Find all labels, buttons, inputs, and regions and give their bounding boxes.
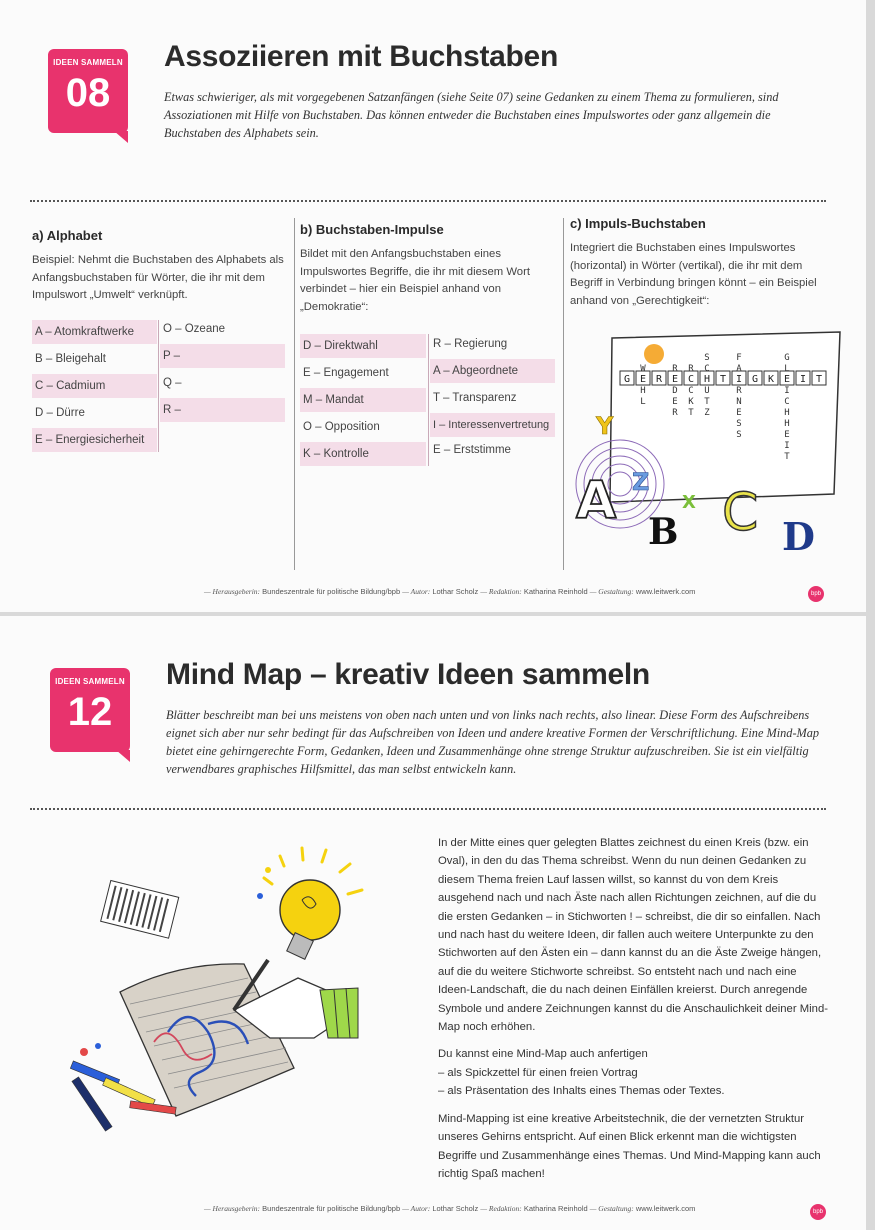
paragraph: Mind-Mapping ist eine kreative Arbeitstechnik, die der vernetzten Struktur unseres Gehirns entspricht. Auf einen Blick erkennt man die wichtigsten Begriffe und Zusammenhänge eines Themas. Und Mind-Mapping kann auch richtig Spaß machen! bbox=[438, 1112, 821, 1180]
list-item: R – Regierung bbox=[433, 338, 508, 350]
list-item: T – Transparenz bbox=[433, 392, 517, 404]
col-c-heading: c) Impuls-Buchstaben bbox=[570, 216, 706, 231]
list-item: R – bbox=[160, 398, 285, 422]
crossword-letter: D bbox=[672, 386, 678, 396]
badge-number: 12 bbox=[67, 690, 113, 734]
crossword-letter: H bbox=[784, 419, 790, 429]
footer-editor: Katharina Reinhold bbox=[523, 587, 588, 596]
badge-label: IDEEN SAMMELN bbox=[53, 58, 123, 67]
crossword-letter: H bbox=[703, 374, 711, 385]
column-rule bbox=[294, 218, 295, 570]
crossword-letter: I bbox=[799, 374, 807, 385]
lined-paper-icon bbox=[120, 964, 294, 1116]
crossword-letter: U bbox=[704, 386, 710, 396]
worksheet-08 bbox=[0, 0, 866, 612]
crossword-letter: E bbox=[784, 430, 790, 440]
list-item: E – Erststimme bbox=[433, 444, 511, 456]
page-title: Assoziieren mit Buchstaben bbox=[164, 40, 558, 73]
list-item: Q – bbox=[163, 377, 182, 389]
page-title: Mind Map – kreativ Ideen sammeln bbox=[166, 658, 650, 691]
footer bbox=[204, 587, 695, 596]
list-item: P – bbox=[160, 344, 285, 368]
footer-design: www.leitwerk.com bbox=[635, 1204, 696, 1213]
crossword-letter: C bbox=[687, 374, 695, 385]
crossword-letter: E bbox=[783, 374, 791, 385]
crossword-letter: E bbox=[672, 397, 678, 407]
footer-author: Lothar Scholz bbox=[432, 1204, 479, 1213]
crossword-letter: R bbox=[672, 408, 678, 418]
crossword-letter: C bbox=[784, 397, 790, 407]
crossword-letter: K bbox=[767, 374, 775, 385]
footer-publisher: Bundeszentrale für politische Bildung/bpb bbox=[262, 587, 401, 596]
list-item: – als Spickzettel für einen freien Vortrag bbox=[438, 1066, 638, 1079]
footer-label: — Gestaltung: bbox=[589, 587, 634, 596]
list-item: I – Interessenvertretung bbox=[430, 413, 555, 437]
crossword-letter: C bbox=[688, 386, 694, 396]
crossword-letter: Z bbox=[704, 408, 710, 418]
mind-map-illustration bbox=[58, 842, 388, 1142]
crossword-letter: L bbox=[640, 397, 646, 407]
footer-label: — Autor: bbox=[402, 587, 431, 596]
crossword-letter: T bbox=[784, 452, 790, 462]
crossword-letter: I bbox=[735, 374, 743, 385]
col-b-text: Bildet mit den Anfangsbuchstaben eines Impulswortes Begriffe, die ihr mit diesem Wort verbindet – hier ein Beispiel anhand von „Demokratie“: bbox=[300, 248, 530, 313]
drawing-letter: B bbox=[648, 511, 679, 553]
crossword-letter: T bbox=[815, 374, 823, 385]
bpb-logo-icon: bpb bbox=[808, 586, 824, 602]
crossword-letter: R bbox=[672, 364, 678, 374]
mind-map-body bbox=[438, 834, 828, 1192]
drawing-letter: C bbox=[722, 483, 759, 543]
crossword-letter: A bbox=[736, 364, 742, 374]
list-item: O – Ozeane bbox=[163, 323, 226, 335]
drawing-letter: A bbox=[576, 471, 617, 531]
crossword-letter: T bbox=[688, 408, 694, 418]
drawing-letter: X bbox=[682, 492, 696, 513]
list-item: E – Engagement bbox=[303, 367, 389, 379]
badge-number: 08 bbox=[65, 71, 111, 115]
crossword-letter: K bbox=[688, 397, 694, 407]
crossword-letter: R bbox=[655, 374, 663, 385]
col-a-text: Beispiel: Nehmt die Buchstaben des Alphabets als Anfangsbuchstaben für Wörter, die ihr mit dem Impulswort „Umwelt“ verknüpft. bbox=[32, 254, 284, 301]
list-item: O – Opposition bbox=[303, 421, 380, 433]
crossword-letter: L bbox=[784, 364, 790, 374]
footer-design: www.leitwerk.com bbox=[635, 587, 696, 596]
bpb-logo-icon: bpb bbox=[810, 1204, 826, 1220]
footer-label: — Autor: bbox=[402, 1204, 431, 1213]
footer-author: Lothar Scholz bbox=[432, 587, 479, 596]
paper-stack-icon bbox=[101, 880, 179, 938]
col-c-text: Integriert die Buchstaben eines Impulswortes (horizontal) in Wörter (vertikal), die ihr mit dem Begriff in Verbindung bringen könnt – ein Beispiel anhand von „Gerechtigkeit“: bbox=[570, 242, 817, 307]
dotted-divider bbox=[30, 808, 826, 810]
list-item: D – Direktwahl bbox=[300, 334, 426, 358]
crossword-letter: G bbox=[623, 374, 631, 385]
table-divider bbox=[428, 334, 429, 466]
section-badge bbox=[48, 49, 128, 133]
list-item: B – Bleigehalt bbox=[35, 353, 106, 365]
section-badge bbox=[50, 668, 130, 752]
footer-label: — Herausgeberin: bbox=[204, 587, 261, 596]
col-a-heading: a) Alphabet bbox=[32, 228, 103, 243]
crossword-letter: E bbox=[671, 374, 679, 385]
dotted-divider bbox=[30, 200, 826, 202]
footer-label: — Redaktion: bbox=[480, 587, 522, 596]
crossword-letter: I bbox=[784, 441, 790, 451]
col-b-heading: b) Buchstaben-Impulse bbox=[300, 222, 444, 237]
table-divider bbox=[158, 320, 159, 452]
badge-label: IDEEN SAMMELN bbox=[55, 677, 125, 686]
footer-label: — Redaktion: bbox=[480, 1204, 522, 1213]
crossword-letter: G bbox=[784, 353, 790, 363]
intro-text: Blätter beschreibt man bei uns meistens von oben nach unten und von links nach rechts, also linear. Diese Form des Aufschreibens eignet sich aber nur sehr bedingt für das Aufschreiben von Ideen und andere kreative Formen der Verschriftlichung. Eine Mind-Map bietet eine gehirngerechte Form, Gedanken, Ideen und Zusammenhänge ohne strenge Struktur aufzuschreiben. Sie ist ein vielfältig verwendbares graphisches Hilfsmittel, das man selbst entwickeln kann. bbox=[166, 708, 820, 776]
crossword-letter: R bbox=[688, 364, 694, 374]
column-rule bbox=[563, 218, 564, 570]
drawing-letter: Z bbox=[632, 468, 650, 496]
list-item: A – Abgeordnete bbox=[430, 359, 555, 383]
drawing-letter: Y bbox=[596, 412, 614, 440]
list-item: D – Dürre bbox=[35, 407, 85, 419]
footer-label: — Herausgeberin: bbox=[204, 1204, 261, 1213]
footer-editor: Katharina Reinhold bbox=[523, 1204, 588, 1213]
crossword-letter: N bbox=[736, 397, 742, 407]
crossword-letter: T bbox=[704, 397, 710, 407]
footer bbox=[204, 1204, 695, 1213]
crossword-letter: S bbox=[736, 419, 742, 429]
list-item: C – Cadmium bbox=[32, 374, 157, 398]
crossword-letter: C bbox=[704, 364, 710, 374]
crossword-letter: T bbox=[719, 374, 727, 385]
crossword-letter: E bbox=[639, 374, 647, 385]
gerechtigkeit-drawing bbox=[572, 326, 844, 558]
drawing-letter: D bbox=[782, 514, 815, 558]
list-item: A – Atomkraftwerke bbox=[32, 320, 157, 344]
crossword-letter: H bbox=[640, 386, 646, 396]
crossword-letter: R bbox=[736, 386, 742, 396]
worksheet-12 bbox=[0, 616, 866, 1230]
g-highlight bbox=[644, 344, 664, 364]
crossword-letter: E bbox=[736, 408, 742, 418]
footer-publisher: Bundeszentrale für politische Bildung/bpb bbox=[262, 1204, 401, 1213]
crossword-letter: S bbox=[704, 353, 710, 363]
crossword-letter: W bbox=[640, 364, 646, 374]
intro-text: Etwas schwieriger, als mit vorgegebenen Satzanfängen (siehe Seite 07) seine Gedanken zu einem Thema zu formulieren, sind Assoziationen mit Hilfe von Buchstaben. Das können entweder die Buchstaben eines Impulswortes oder ganz allgemein die Buchstaben des Alphabets sein. bbox=[164, 90, 779, 140]
crossword-letter: S bbox=[736, 430, 742, 440]
usage-intro: Du kannst eine Mind-Map auch anfertigen bbox=[438, 1048, 648, 1061]
light-bulb-icon bbox=[264, 848, 362, 959]
paragraph: In der Mitte eines quer gelegten Blattes zeichnest du einen Kreis (bzw. ein Oval), in den du das Thema schreibst. Wenn du nun deinen Gedanken zu diesem Thema freien Lauf lassen willst, so kannst du von dem Kreis ausgehend nach und nach Äste nach allen Richtungen zeichnen, auf die du die ersten Gedanken – in Stichworten ! – schreibst, die dir so einfallen. Nach und nach hast du weitere Ideen, dir fallen auch weitere Unterpunkte zu den Stichworten auf den Ästen ein – dann kannst du an die Äste Zweige hängen, auf die du weitere Stichworte schreibst. So entsteht nach und nach eine Ideen-Landschaft, die du nach deinen Einfällen kreierst. Durch anregende Symbole und andere Zeichnungen kannst du die Anschaulichkeit deiner Mind-Map noch erhöhen. bbox=[438, 837, 828, 1034]
list-item: E – Energiesicherheit bbox=[32, 428, 157, 452]
crossword-letter: F bbox=[736, 353, 742, 363]
crossword-letter: H bbox=[784, 408, 790, 418]
crossword-letter: G bbox=[751, 374, 759, 385]
list-item: M – Mandat bbox=[300, 388, 426, 412]
footer-label: — Gestaltung: bbox=[589, 1204, 634, 1213]
crossword-letter: I bbox=[784, 386, 790, 396]
list-item: K – Kontrolle bbox=[300, 442, 426, 466]
list-item: – als Präsentation des Inhalts eines Themas oder Textes. bbox=[438, 1085, 725, 1098]
